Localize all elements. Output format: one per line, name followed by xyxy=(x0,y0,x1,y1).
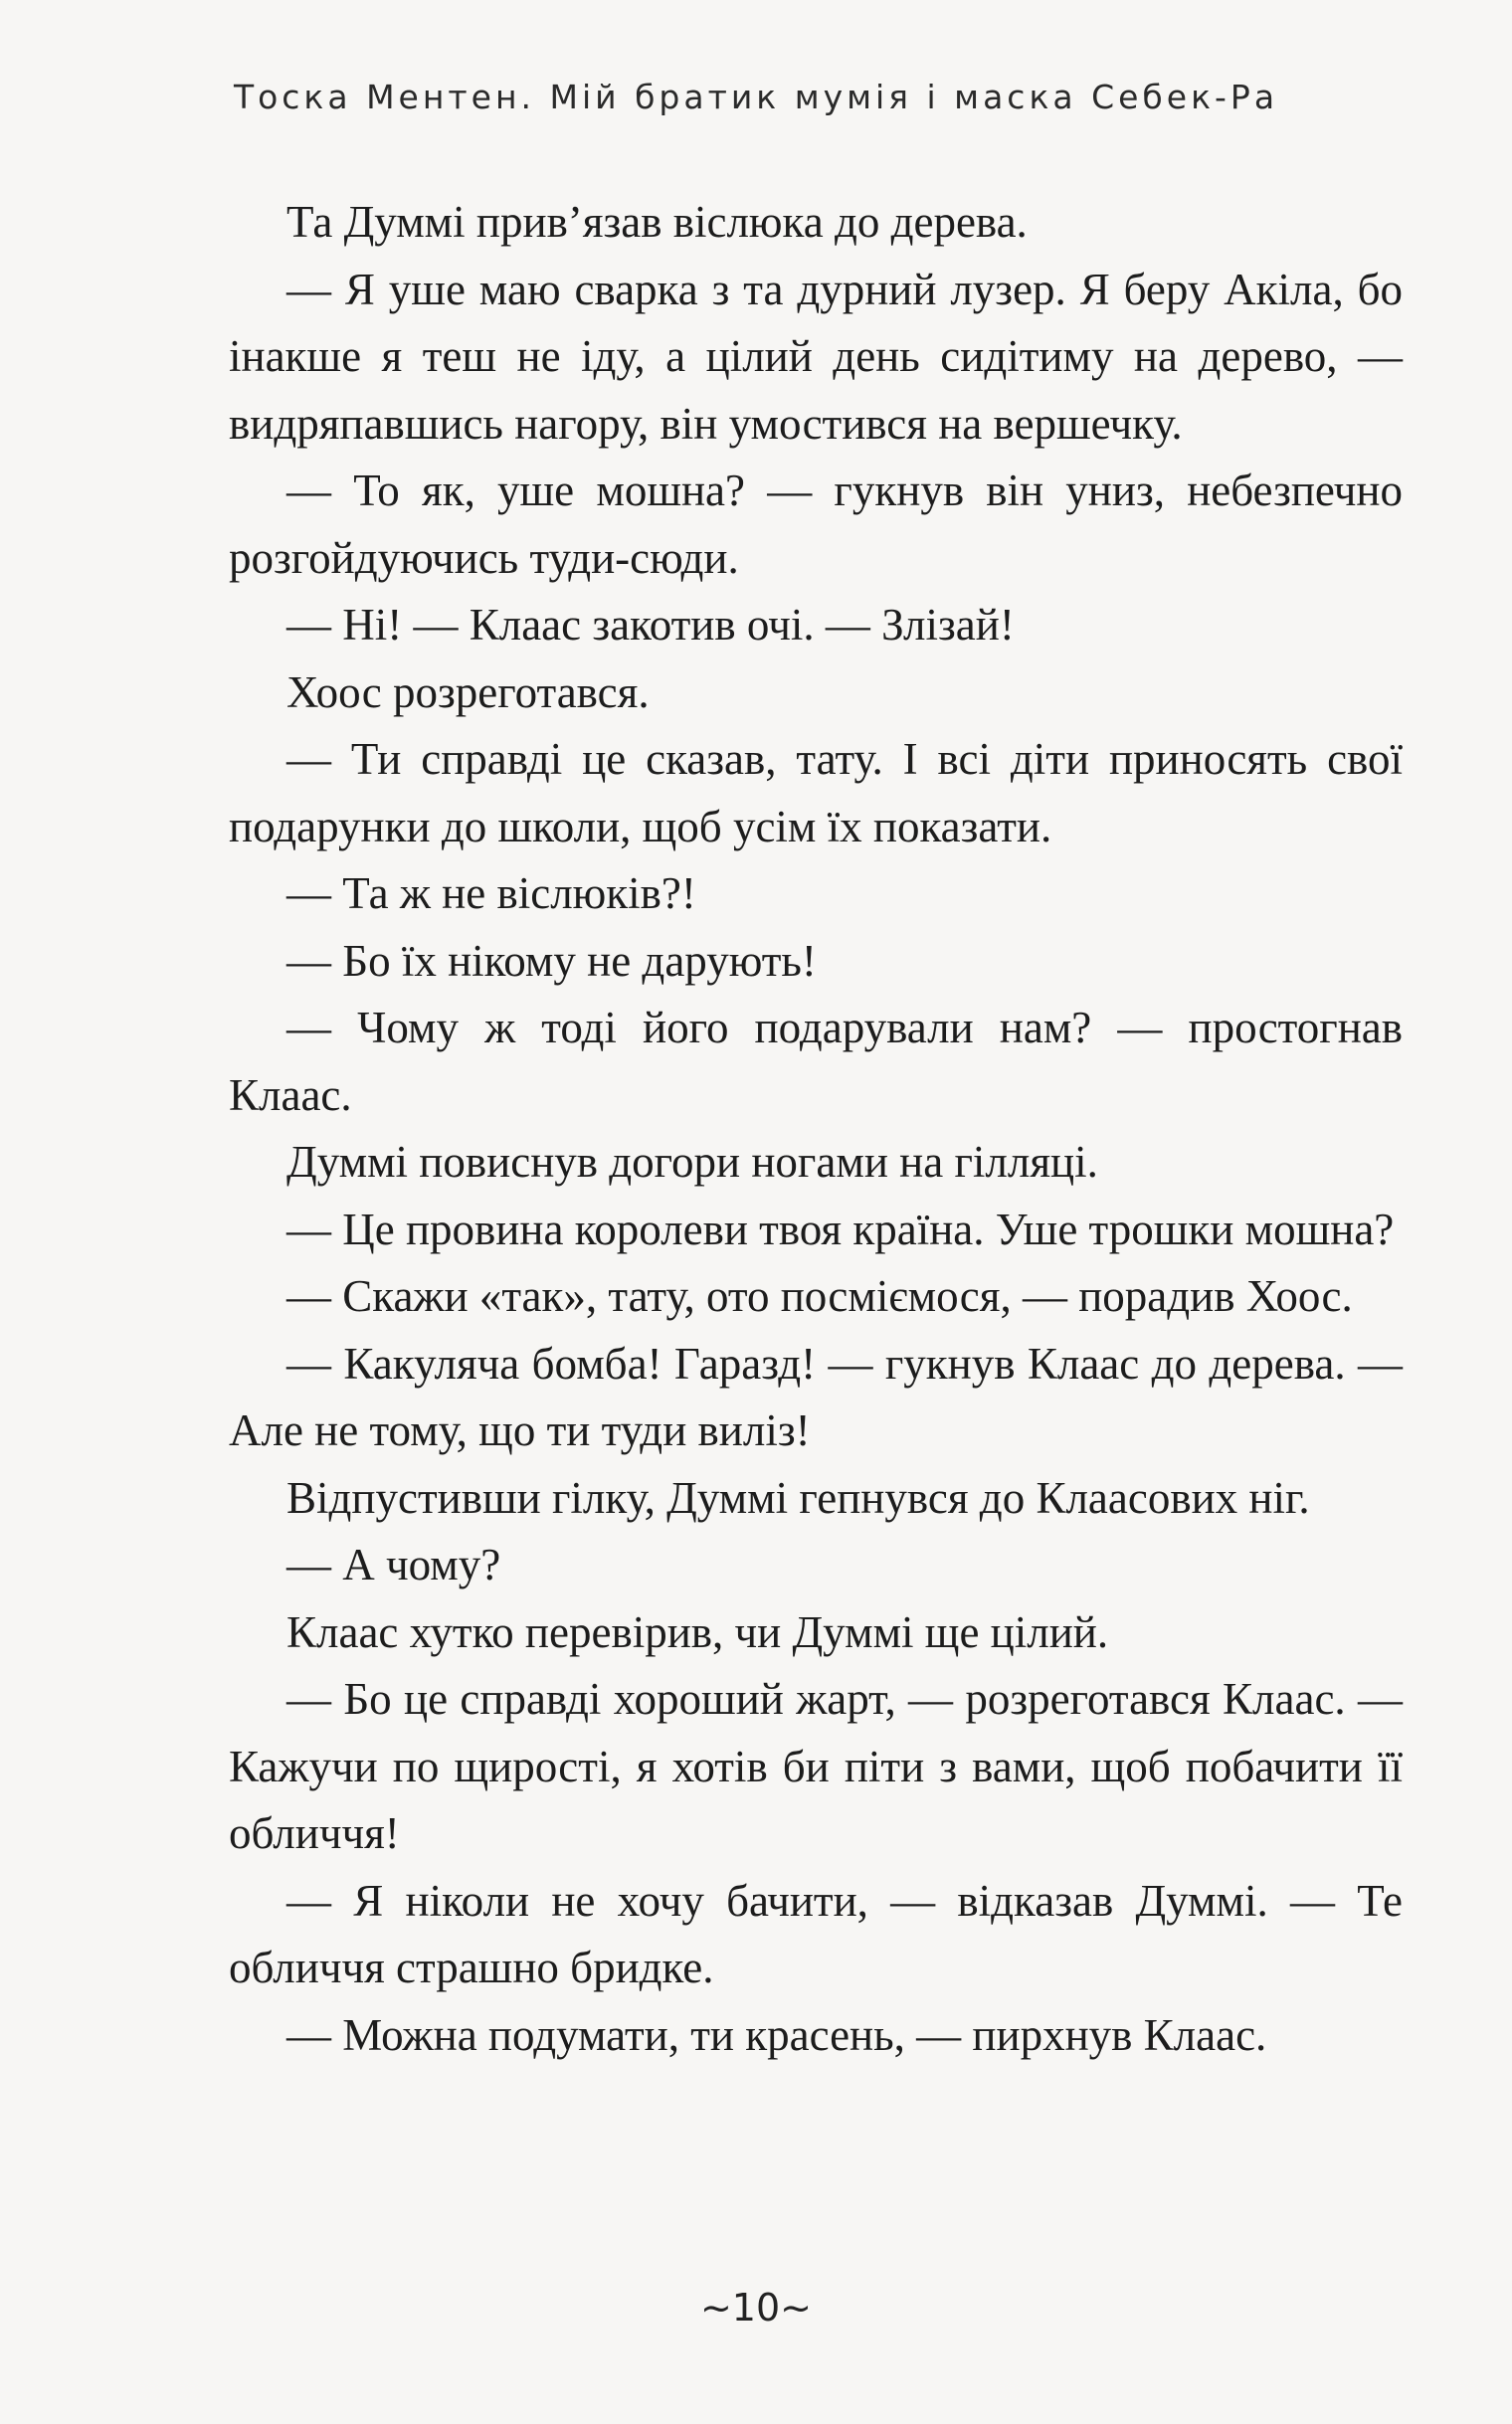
running-header: Тоска Ментен. Мій братик мумія і маска Себек-Ра xyxy=(233,78,1279,116)
paragraph: — Це провина королеви твоя країна. Уше трошки мошна? xyxy=(286,1204,1395,1254)
paragraph: — Можна подумати, ти красень, — пирхнув Клаас. xyxy=(286,2009,1267,2060)
paragraph: — Я уше маю сварка з та дурний лузер. Я беру Акіла, бо інакше я теш не іду, а цілий день сидітиму на дерево, — видряпавшись нагору, він умостився на вершечку. xyxy=(229,264,1403,449)
paragraph: — Какуляча бомба! Гаразд! — гукнув Клаас до дерева. — Але не тому, що ти туди виліз! xyxy=(229,1338,1403,1455)
page-number: ~10~ xyxy=(699,2286,813,2330)
paragraph: — Та ж не віслюків?! xyxy=(286,868,696,918)
paragraph: Думмі повиснув догори ногами на гілляці. xyxy=(286,1137,1098,1187)
paragraph: — Скажи «так», тату, ото посміємося, — порадив Хоос. xyxy=(286,1271,1353,1321)
paragraph: — То як, уше мошна? — гукнув він униз, небезпечно розгойдуючись туди-сюди. xyxy=(229,466,1403,583)
paragraph: — А чому? xyxy=(286,1540,501,1589)
paragraph: — Бо їх нікому не дарують! xyxy=(286,935,817,986)
paragraph: — Чому ж тоді його подарували нам? — простогнав Клаас. xyxy=(229,1003,1403,1120)
paragraph: Клаас хутко перевірив, чи Думмі ще цілий. xyxy=(286,1606,1109,1657)
body-text xyxy=(229,189,1403,2069)
paragraph: Хоос розреготався. xyxy=(286,666,650,717)
paragraph: — Бо це справді хороший жарт, — розреготався Клаас. — Кажучи по щирості, я хотів би піти з вами, щоб побачити її обличчя! xyxy=(229,1674,1403,1858)
paragraph: — Ти справді це сказав, тату. І всі діти приносять свої подарунки до школи, щоб усім їх показати. xyxy=(229,734,1403,851)
paragraph: — Я ніколи не хочу бачити, — відказав Думмі. — Те обличчя страшно бридке. xyxy=(229,1875,1403,1992)
paragraph: Відпустивши гілку, Думмі гепнувся до Клаасових ніг. xyxy=(286,1472,1310,1523)
paragraph: Та Думмі прив’язав віслюка до дерева. xyxy=(286,197,1028,247)
paragraph: — Ні! — Клаас закотив очі. — Злізай! xyxy=(286,600,1015,650)
